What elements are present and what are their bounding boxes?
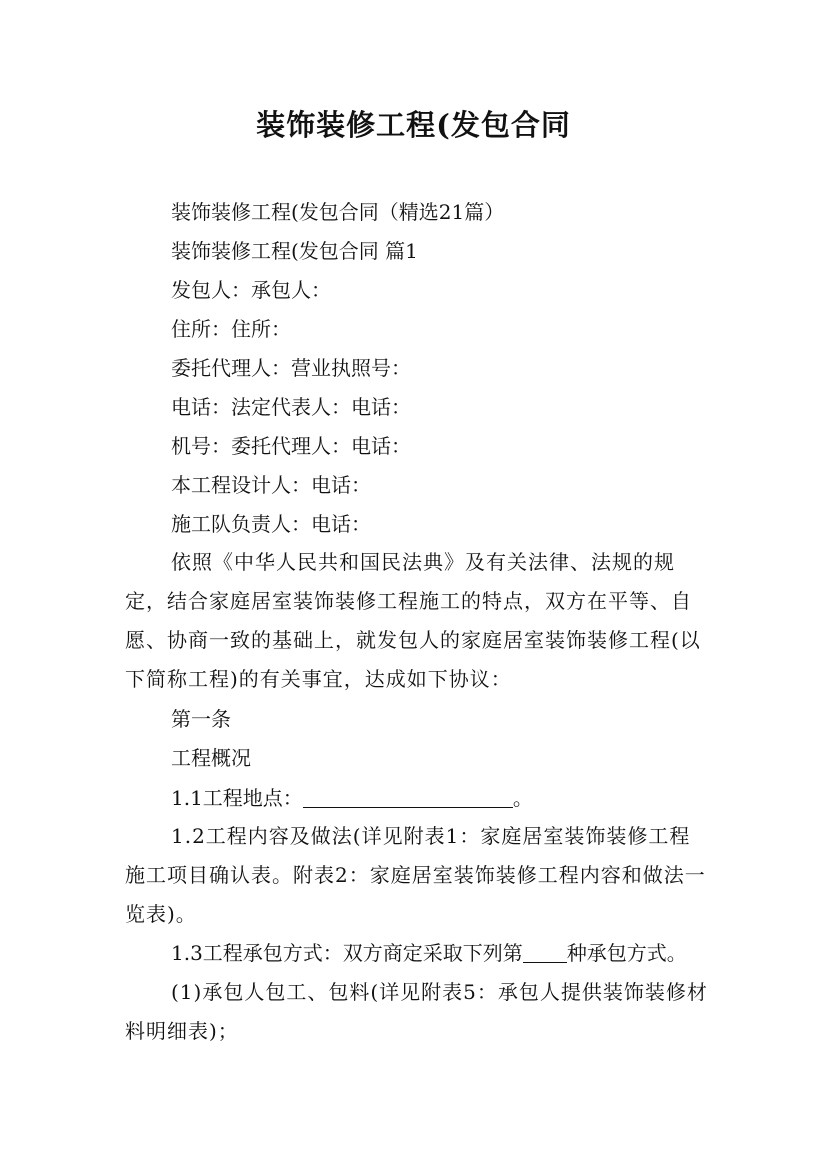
clause-1-3-label: 1.3工程承包方式：双方商定采取下列第 <box>171 941 523 965</box>
article-1-heading: 第一条 <box>171 707 231 731</box>
mobile-line: 机号：委托代理人：电话： <box>171 434 411 458</box>
agent-line: 委托代理人：营业执照号： <box>171 356 411 380</box>
subtitle-line: 装饰装修工程(发包合同（精选21篇） <box>171 200 505 224</box>
clause-1-1 <box>171 779 761 817</box>
article-1-title: 工程概况 <box>171 746 251 770</box>
location-blank <box>303 789 513 808</box>
designer-line: 本工程设计人：电话： <box>171 473 371 497</box>
clause-1-3-option-1: (1)承包人包工、包料(详见附表5：承包人提供装饰装修材料明细表)； <box>125 980 708 1043</box>
clause-1-3 <box>171 934 761 972</box>
clause-1-1-end: 。 <box>512 786 533 810</box>
option-number-blank <box>523 944 567 963</box>
section-heading: 装饰装修工程(发包合同 篇1 <box>171 239 418 263</box>
clause-1-3-end: 种承包方式。 <box>566 941 687 965</box>
phone-line: 电话：法定代表人：电话： <box>171 395 411 419</box>
team-leader-line: 施工队负责人：电话： <box>171 512 371 536</box>
clause-1-1-label: 1.1工程地点： <box>171 786 303 810</box>
address-line: 住所：住所： <box>171 317 291 341</box>
clause-1-2: 1.2工程内容及做法(详见附表1：家庭居室装饰装修工程施工项目确认表。附表2：家庭居室装饰装修工程内容和做法一览表)。 <box>125 824 706 926</box>
intro-paragraph: 依照《中华人民共和国民法典》及有关法律、法规的规定，结合家庭居室装饰装修工程施工的特点，双方在平等、自愿、协商一致的基础上，就发包人的家庭居室装饰装修工程(以下简称工程)的有关事宜，达成如下协议： <box>125 550 701 691</box>
document-title: 装饰装修工程(发包合同 <box>256 108 571 142</box>
party-line: 发包人：承包人： <box>171 278 331 302</box>
